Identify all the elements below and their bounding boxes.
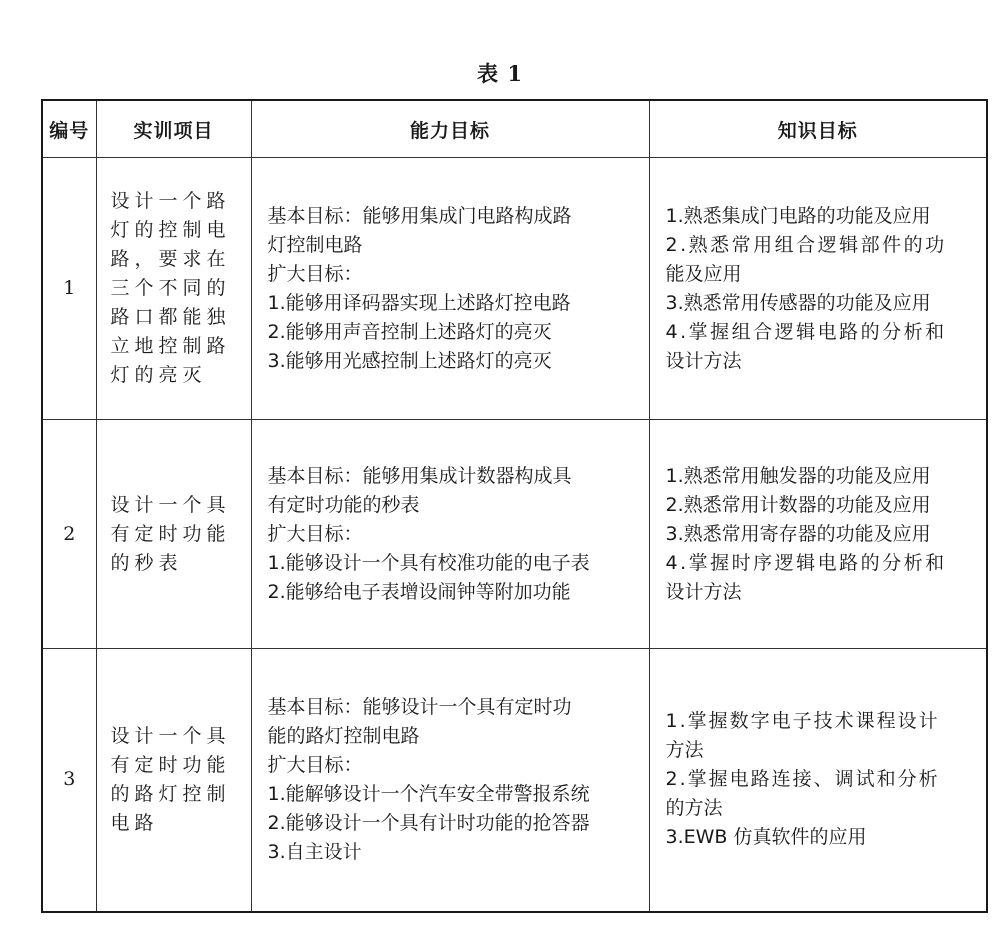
ability-line: 3.能够用光感控制上述路灯的亮灭 bbox=[267, 349, 552, 372]
knowledge-line: 3.EWB 仿真软件的应用 bbox=[665, 826, 867, 849]
training-table bbox=[41, 99, 988, 913]
knowledge-line: 方法 bbox=[665, 739, 704, 762]
knowledge-line: 2.熟悉常用组合逻辑部件的功 bbox=[665, 233, 947, 256]
knowledge-line: 能及应用 bbox=[665, 262, 742, 285]
knowledge-line: 3.熟悉常用寄存器的功能及应用 bbox=[665, 522, 931, 545]
ability-line: 基本目标：能够用集成计数器构成具 bbox=[267, 464, 572, 487]
row-project: 设计一个具有定时功能的秒表 bbox=[96, 420, 251, 649]
row-knowledge bbox=[649, 420, 987, 649]
row-project: 设计一个路灯的控制电路，要求在三个不同的路口都能独立地控制路灯的亮灭 bbox=[96, 158, 251, 420]
header-num: 编号 bbox=[42, 100, 96, 158]
knowledge-line: 1.熟悉常用触发器的功能及应用 bbox=[665, 464, 931, 487]
table-row bbox=[42, 420, 987, 649]
knowledge-line: 的方法 bbox=[665, 797, 723, 820]
knowledge-line: 3.熟悉常用传感器的功能及应用 bbox=[665, 291, 931, 314]
ability-line: 能的路灯控制电路 bbox=[267, 724, 420, 747]
header-row bbox=[42, 100, 987, 158]
knowledge-line: 2.熟悉常用计数器的功能及应用 bbox=[665, 493, 931, 516]
knowledge-line: 1.熟悉集成门电路的功能及应用 bbox=[665, 204, 931, 227]
ability-line: 灯控制电路 bbox=[267, 233, 363, 256]
table-row bbox=[42, 158, 987, 420]
row-ability bbox=[251, 649, 649, 912]
row-ability bbox=[251, 158, 649, 420]
ability-line: 3.自主设计 bbox=[267, 840, 362, 863]
knowledge-line: 1.掌握数字电子技术课程设计 bbox=[665, 710, 940, 733]
header-knowledge: 知识目标 bbox=[649, 100, 987, 158]
ability-line: 1.能够用译码器实现上述路灯控电路 bbox=[267, 291, 571, 314]
knowledge-line: 设计方法 bbox=[665, 580, 742, 603]
row-knowledge bbox=[649, 158, 987, 420]
row-num: 2 bbox=[42, 420, 96, 649]
ability-line: 扩大目标： bbox=[267, 262, 363, 285]
header-ability: 能力目标 bbox=[251, 100, 649, 158]
ability-line: 扩大目标： bbox=[267, 522, 363, 545]
row-knowledge bbox=[649, 649, 987, 912]
ability-line: 扩大目标： bbox=[267, 753, 363, 776]
row-num: 1 bbox=[42, 158, 96, 420]
row-project: 设计一个具有定时功能的路灯控制电路 bbox=[96, 649, 251, 912]
ability-line: 有定时功能的秒表 bbox=[267, 493, 420, 516]
table-caption: 表 1 bbox=[477, 61, 523, 86]
knowledge-line: 设计方法 bbox=[665, 349, 742, 372]
knowledge-line: 4.掌握时序逻辑电路的分析和 bbox=[665, 551, 947, 574]
ability-line: 1.能够设计一个具有校准功能的电子表 bbox=[267, 551, 590, 574]
ability-line: 基本目标：能够设计一个具有定时功 bbox=[267, 695, 572, 718]
ability-line: 基本目标：能够用集成门电路构成路 bbox=[267, 204, 572, 227]
ability-line: 2.能够用声音控制上述路灯的亮灭 bbox=[267, 320, 552, 343]
knowledge-line: 2.掌握电路连接、调试和分析 bbox=[665, 768, 940, 791]
ability-line: 1.能解够设计一个汽车安全带警报系统 bbox=[267, 782, 590, 805]
ability-line: 2.能够给电子表增设闹钟等附加功能 bbox=[267, 580, 571, 603]
header-project: 实训项目 bbox=[96, 100, 251, 158]
knowledge-line: 4.掌握组合逻辑电路的分析和 bbox=[665, 320, 947, 343]
table-row bbox=[42, 649, 987, 912]
ability-line: 2.能够设计一个具有计时功能的抢答器 bbox=[267, 811, 590, 834]
row-num: 3 bbox=[42, 649, 96, 912]
row-ability bbox=[251, 420, 649, 649]
